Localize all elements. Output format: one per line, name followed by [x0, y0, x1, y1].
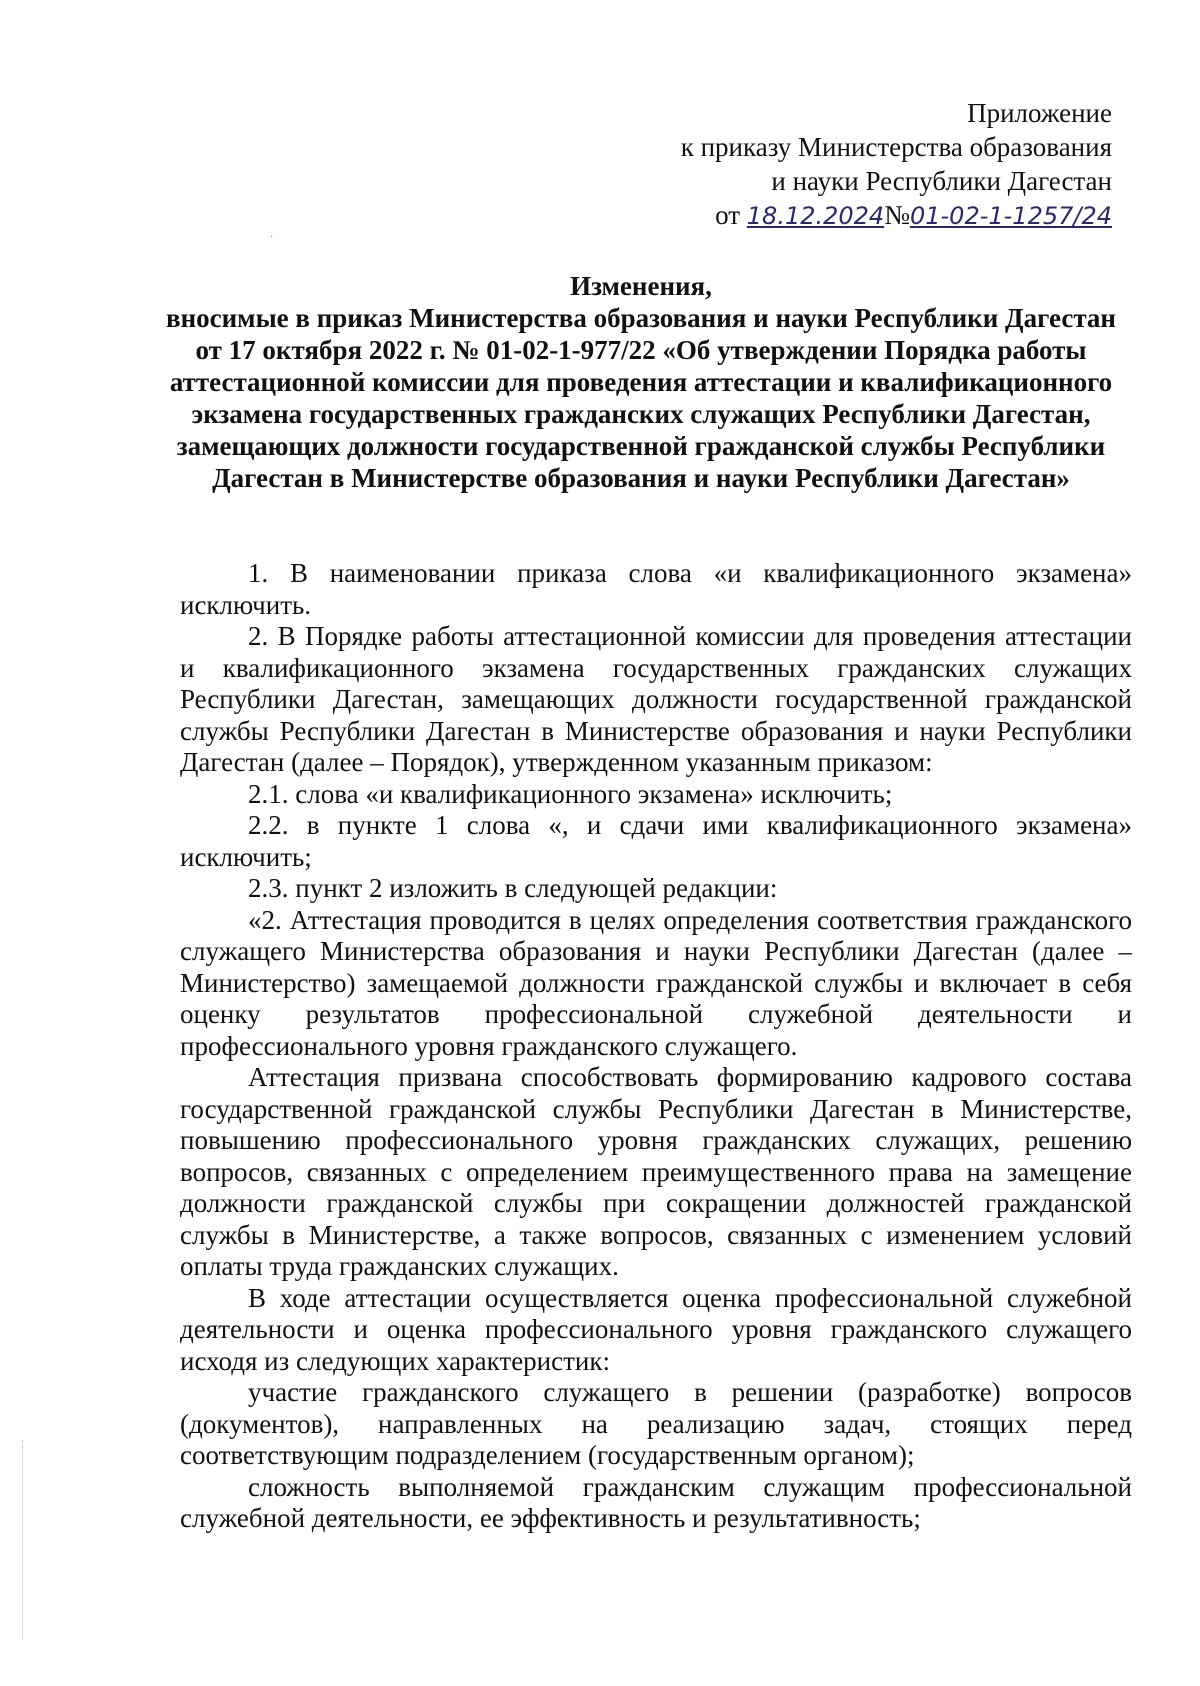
- title-subtitle: вносимые в приказ Министерства образования и науки Республики Дагестан от 17 октября 2022 г. № 01-02-1-977/22 «Об утверждении Порядка работы аттестационной комиссии для проведения аттестации и квалификационного экзамена государственных гражданских служащих Республики Дагестан, замещающих должности государственной гражданской службы Республики Дагестан в Министерстве образования и науки Республики Дагестан»: [166, 303, 1116, 493]
- appendix-order-ref: к приказу Министерства образования: [680, 132, 1112, 162]
- number-prefix: №: [884, 200, 910, 230]
- appendix-header: [681, 96, 1112, 233]
- handwritten-number: 01-02-1-1257/24: [909, 202, 1112, 230]
- handwritten-date: 18.12.2024: [746, 202, 885, 230]
- paragraph-2: 2. В Порядке работы аттестационной комиссии для проведения аттестации и квалификационного экзамена государственных гражданских служащих Республики Дагестан, замещающих должности государственной гражданской службы Республики Дагестан в Министерстве образования и науки Республики Дагестан (далее – Порядок), утвержденном указанным приказом:: [180, 621, 1132, 777]
- paragraph-purpose: Аттестация призвана способствовать формированию кадрового состава государственной гражданской службы Республики Дагестан в Министерстве, повышению профессионального уровня гражданских служащих, решению вопросов, связанных с определением преимущественного права на замещение должности гражданской службы при сокращении должностей гражданской службы в Министерстве, а также вопросов, связанных с изменением условий оплаты труда гражданских служащих.: [180, 1062, 1132, 1281]
- appendix-ministry: и науки Республики Дагестан: [771, 166, 1112, 196]
- appendix-label: Приложение: [967, 98, 1112, 128]
- paragraph-2-1: 2.1. слова «и квалификационного экзамена» исключить;: [248, 778, 893, 809]
- title-heading: Изменения,: [570, 271, 712, 301]
- paragraph-2-3: 2.3. пункт 2 изложить в следующей редакции:: [248, 873, 778, 903]
- paragraph-1: 1. В наименовании приказа слова «и квалификационного экзамена» исключить.: [180, 558, 1132, 620]
- paragraph-point-2: «2. Аттестация проводится в целях определения соответствия гражданского служащего Министерства образования и науки Республики Дагестан (далее – Министерство) замещаемой должности гражданской службы и включает в себя оценку результатов профессиональной служебной деятельности и профессионального уровня гражданского служащего.: [180, 904, 1132, 1061]
- scan-margin-artifact: [22, 1440, 26, 1640]
- paragraph-complexity: сложность выполняемой гражданским служащим профессиональной служебной деятельности, ее эффективность и результативность;: [180, 1471, 1132, 1533]
- paragraph-2-2: 2.2. в пункте 1 слова «, и сдачи ими квалификационного экзамена» исключить;: [180, 810, 1132, 872]
- paragraph-participation: участие гражданского служащего в решении (разработке) вопросов (документов), направленных на реализацию задач, стоящих перед соответствующим подразделением (государственным органом);: [180, 1377, 1132, 1470]
- date-prefix: от: [715, 200, 741, 230]
- document-title: [165, 270, 1117, 494]
- paragraph-assessment: В ходе аттестации осуществляется оценка профессиональной служебной деятельности и оценка профессионального уровня гражданского служащего исходя из следующих характеристик:: [180, 1282, 1132, 1376]
- scan-speck: ·: [270, 232, 274, 243]
- document-body: [180, 558, 1132, 1535]
- appendix-date-line: [681, 198, 1112, 233]
